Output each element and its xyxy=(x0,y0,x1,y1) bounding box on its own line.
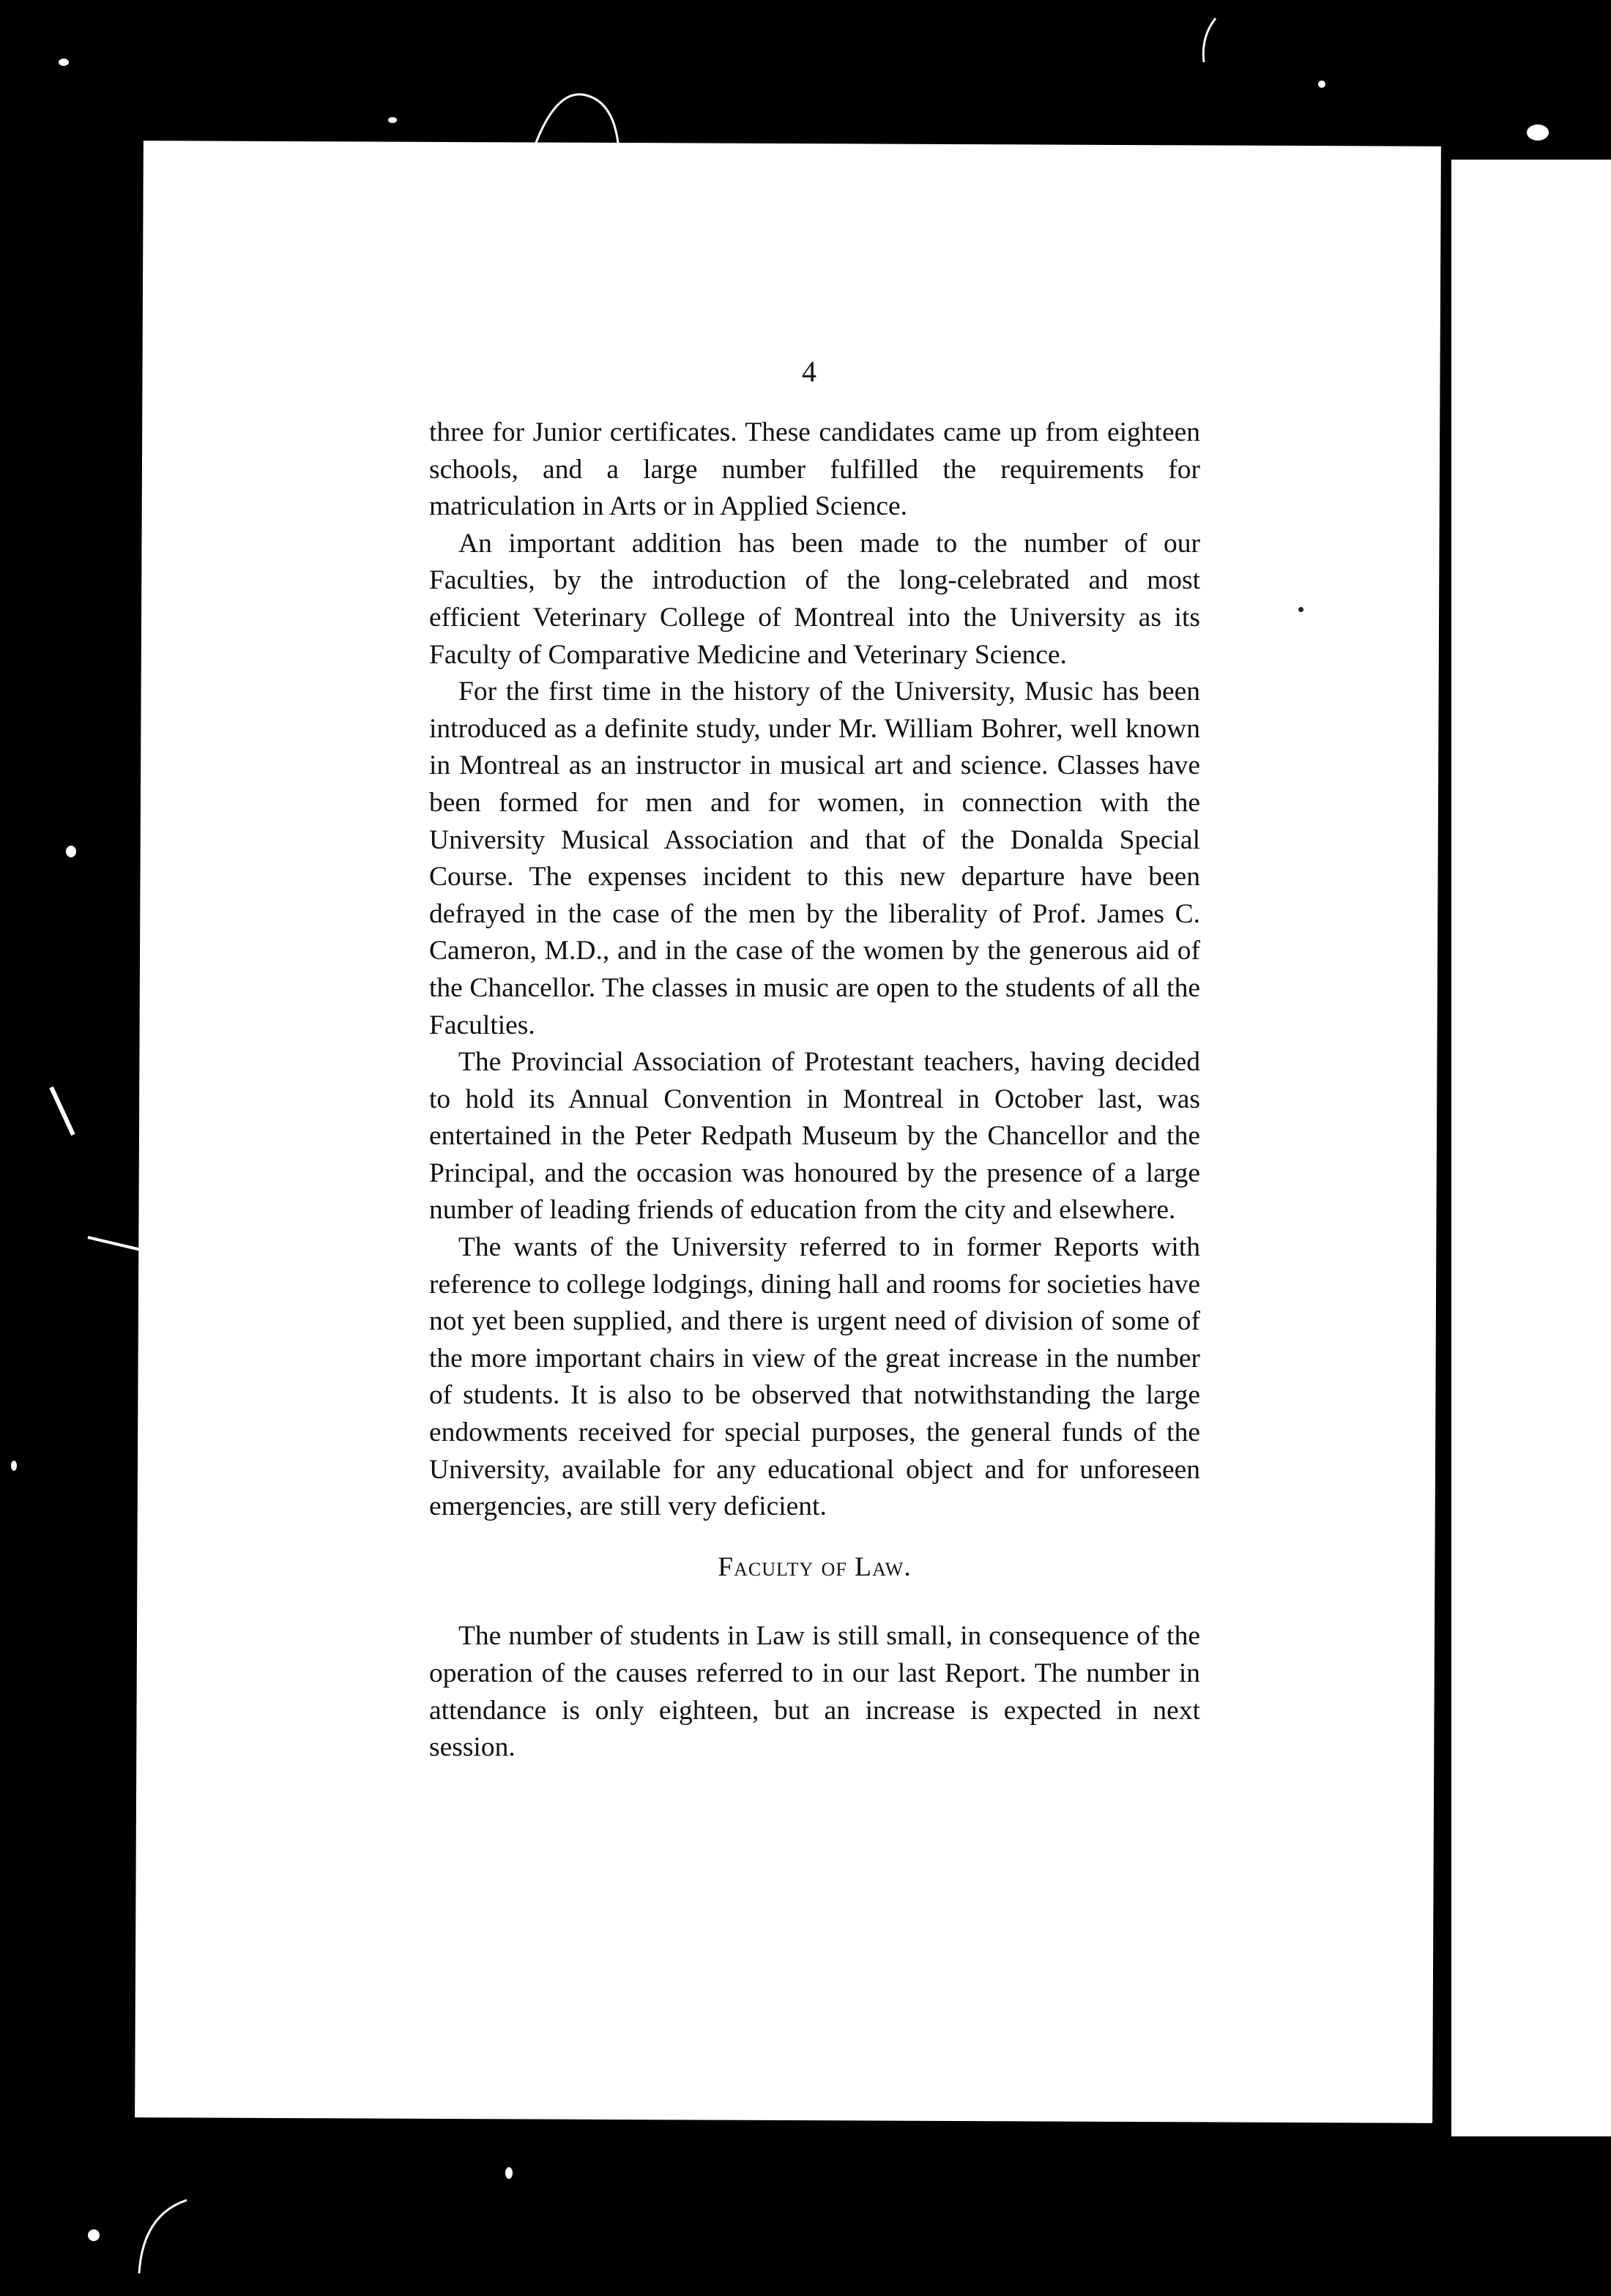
scan-speck xyxy=(11,1461,17,1471)
paragraph: The Provincial Association of Protestant teachers, having decided to hold its Annual Convention in Montreal in October last, was entertained in the Peter Redpath Museum by the Chancellor and the Principal, and the occasion was honoured by the presence of a large number of leading friends of education from the city and elsewhere. xyxy=(429,1047,1200,1226)
paragraph: The number of students in Law is still small, in consequence of the operation of the causes referred to in our last Report. The number in attendance is only eighteen, but an increase is expected in next session. xyxy=(429,1621,1200,1763)
scan-speck xyxy=(1298,607,1303,612)
paragraph: three for Junior certificates. These candidates came up from eighteen schools, and a large number fulfilled the requirements for matriculation in Arts or in Applied Science. xyxy=(429,417,1200,522)
paragraph: The wants of the University referred to in former Reports with reference to college lodgings, dining hall and rooms for societies have not yet been supplied, and there is urgent need of division of some of the more important chairs in view of the great increase in the number of students. It is also to be observed that notwithstanding the large endowments received for special purposes, the general funds of the University, available for any educational object and for unforeseen emergencies, are still very deficient. xyxy=(429,1232,1200,1522)
paragraph: For the first time in the history of the University, Music has been introduced as a definite study, under Mr. William Bohrer, well known in Montreal as an instructor in musical art and science. Classes have been formed for men and for women, in connection with the University Musical Association and that of the Donalda Special Course. The expenses incident to this new departure have been defrayed in the case of the men by the liberality of Prof. James C. Cameron, M.D., and in the case of the women by the generous aid of the Chancellor. The classes in music are open to the students of all the Faculties. xyxy=(429,676,1200,1040)
paragraph: An important addition has been made to the number of our Faculties, by the introduction of the long-celebrated and most efficient Veterinary College of Montreal into the University as its Faculty of Comparative Medicine and Veterinary Science. xyxy=(429,528,1200,670)
scan-speck xyxy=(1318,81,1325,88)
scan-speck xyxy=(388,117,397,123)
scan-speck xyxy=(505,2167,513,2179)
scan-artifact-mark-left xyxy=(44,1084,88,1142)
scan-artifact-mark-top-right xyxy=(1194,15,1223,66)
page-number: 4 xyxy=(802,355,816,388)
scan-speck xyxy=(66,846,76,857)
scan-artifact-curve-bottom xyxy=(128,2193,194,2281)
scan-speck xyxy=(88,2229,100,2241)
scan-speck xyxy=(59,59,69,66)
adjacent-page-edge xyxy=(1451,160,1611,2136)
section-heading: Faculty of Law. xyxy=(718,1551,912,1582)
body-text xyxy=(429,414,1200,1767)
scan-speck xyxy=(1527,124,1549,141)
